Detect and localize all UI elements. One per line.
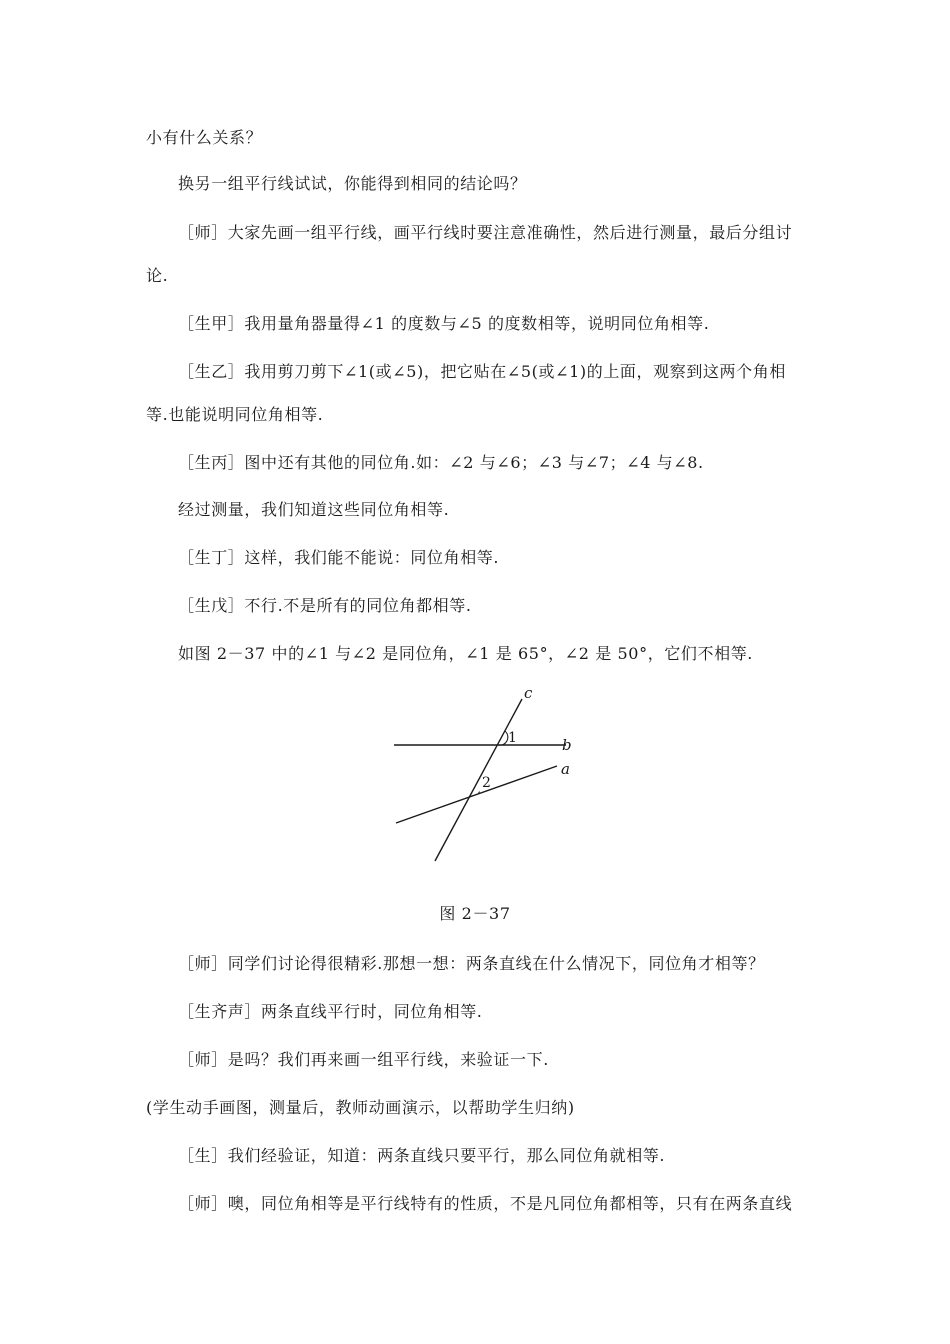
paragraph-line: ［生戊］不行.不是所有的同位角都相等. [178,596,472,615]
paragraph-line: 换另一组平行线试试，你能得到相同的结论吗？ [178,174,527,193]
label-angle-2: 2 [482,775,491,791]
paragraph-line: 等.也能说明同位角相等. [146,405,324,424]
paragraph-line: ［生乙］我用剪刀剪下∠1(或∠5)，把它贴在∠5(或∠1)的上面，观察到这两个角相 [178,362,786,381]
label-c: c [524,684,533,702]
paragraph-line: ［生］我们经验证，知道：两条直线只要平行，那么同位角就相等. [178,1146,666,1165]
paragraph-line: 如图 2－37 中的∠1 与∠2 是同位角，∠1 是 65°，∠2 是 50°，它们不相等. [178,644,753,663]
label-angle-1: 1 [508,730,517,746]
paragraph-line: 小有什么关系？ [146,128,263,147]
paragraph-line: ［生丙］图中还有其他的同位角.如：∠2 与∠6；∠3 与∠7；∠4 与∠8. [178,453,704,472]
line-c [435,699,522,861]
label-b: b [562,736,572,754]
parallel-lines-figure [380,684,580,869]
paragraph-line: ［师］是吗？我们再来画一组平行线，来验证一下. [178,1050,549,1069]
paragraph-line: ［师］噢，同位角相等是平行线特有的性质，不是凡同位角都相等，只有在两条直线 [178,1194,793,1213]
paragraph-line: ［生丁］这样，我们能不能说：同位角相等. [178,548,500,567]
paragraph-line: (学生动手画图，测量后，教师动画演示，以帮助学生归纳) [146,1098,575,1117]
paragraph-line: 经过测量，我们知道这些同位角相等. [178,500,450,519]
paragraph-line: ［师］大家先画一组平行线，画平行线时要注意准确性，然后进行测量，最后分组讨 [178,223,793,242]
paragraph-line: ［生齐声］两条直线平行时，同位角相等. [178,1002,483,1021]
paragraph-line: 论. [146,266,169,285]
line-a [396,766,557,823]
figure-caption: 图 2－37 [439,904,511,923]
label-a: a [561,760,570,778]
paragraph-line: ［生甲］我用量角器量得∠1 的度数与∠5 的度数相等，说明同位角相等. [178,314,710,333]
paragraph-line: ［师］同学们讨论得很精彩.那想一想：两条直线在什么情况下，同位角才相等？ [178,954,765,973]
